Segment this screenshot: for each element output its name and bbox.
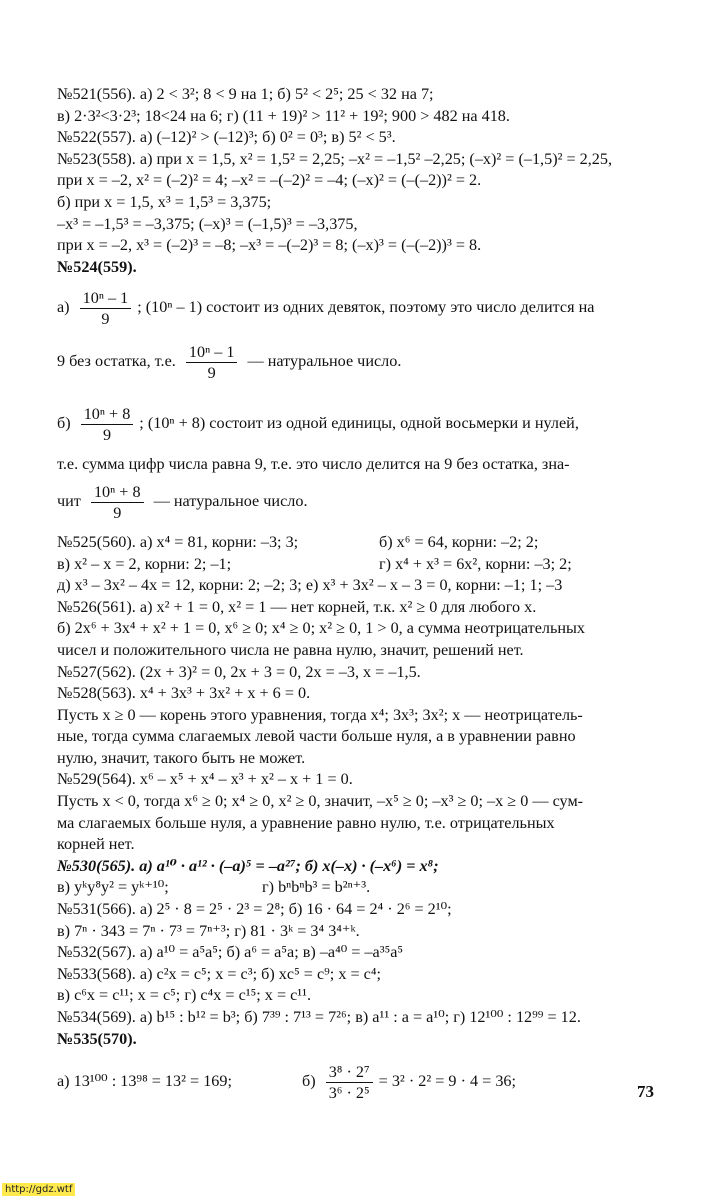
line-535-b-result: = 3² · 2² = 9 · 4 = 36; <box>378 1072 517 1091</box>
fraction-3-denominator: 9 <box>102 426 112 445</box>
line-531-cont: в) 7ⁿ · 343 = 7ⁿ · 7³ = 7ⁿ⁺³; г) 81 · 3ᵏ = 3⁴ 3⁴⁺ᵏ. <box>57 921 360 940</box>
line-525-g: г) x⁴ + x³ = 6x², корни: –3; 2; <box>379 554 572 573</box>
line-525 <box>57 532 662 554</box>
fraction-4 <box>91 482 144 523</box>
line-526: №526(561). а) x² + 1 = 0, x² = 1 — нет корней, т.к. x² ≥ 0 для любого x. <box>57 597 537 616</box>
line-530-cont <box>57 877 662 899</box>
line-526-b-cont: чисел и положительного числа не равна нулю, значит, решений нет. <box>57 640 524 659</box>
line-532: №532(567). а) a¹⁰ = a⁵a⁵; б) a⁶ = a⁵a; в) –a⁴⁰ = –a³⁵a⁵ <box>57 943 404 962</box>
fraction-5 <box>326 1062 373 1103</box>
fraction-5-denominator: 3⁶ · 2⁵ <box>328 1083 370 1102</box>
line-524b-end <box>57 478 662 524</box>
line-533: №533(568). а) c²x = c⁵; x = c³; б) xc⁵ = c⁹; x = c⁴; <box>57 964 381 983</box>
line-521-cont: в) 2·3²<3·2³; 18<24 на 6; г) (11 + 19)² > 11² + 19²; 900 > 482 на 418. <box>57 106 510 125</box>
line-535-a: а) 13¹⁰⁰ : 13⁹⁸ = 13² = 169; <box>57 1072 232 1091</box>
line-530-v: в) yᵏy⁸y² = yᵏ⁺¹⁰; <box>57 878 169 897</box>
line-525-b: б) x⁶ = 64, корни: –2; 2; <box>379 532 539 551</box>
fraction-1 <box>80 288 132 329</box>
solutions-text <box>57 84 662 1104</box>
fraction-4-numerator: 10ⁿ + 8 <box>91 482 144 503</box>
line-524b-end-tail: — натуральное число. <box>153 491 308 510</box>
label-a: а) <box>57 298 70 317</box>
line-524a-text: ; (10ⁿ – 1) состоит из одних девяток, поэтому это число делится на <box>137 298 595 317</box>
line-523: №523(558). а) при x = 1,5, x² = 1,5² = 2,25; –x² = –1,5² –2,25; (–x)² = (–1,5)² = 2,25, <box>57 149 613 168</box>
fraction-1-denominator: 9 <box>101 310 110 329</box>
line-528-cont1: Пусть x ≥ 0 — корень этого уравнения, тогда x⁴; 3x³; 3x²; x — неотрицатель- <box>57 705 583 724</box>
line-528-cont2: ные, тогда сумма слагаемых левой части больше нуля, а в уравнении равно <box>57 727 576 746</box>
line-529-cont3: корней нет. <box>57 835 135 854</box>
line-524a <box>57 284 662 330</box>
fraction-2-denominator: 9 <box>207 364 216 383</box>
line-527: №527(562). (2x + 3)² = 0, 2x + 3 = 0, 2x = –3, x = –1,5. <box>57 662 421 681</box>
line-533-cont: в) c⁶x = c¹¹; x = c⁵; г) c⁴x = c¹⁵; x = c¹¹. <box>57 986 312 1005</box>
line-528-cont3: нулю, значит, такого быть не может. <box>57 748 306 767</box>
line-529: №529(564). x⁶ – x⁵ + x⁴ – x³ + x² – x + 1 = 0. <box>57 770 353 789</box>
line-524b-end-text: чит <box>57 491 81 510</box>
line-529-cont2: ма слагаемых больше нуля, а уравнение равно нулю, т.е. отрицательных <box>57 813 555 832</box>
fraction-2 <box>186 342 238 383</box>
line-535 <box>57 1058 662 1104</box>
line-522: №522(557). а) (–12)² > (–12)³; б) 0² = 0³; в) 5² < 5³. <box>57 128 396 147</box>
fraction-3 <box>81 404 134 445</box>
line-535-heading: №535(570). <box>57 1029 137 1048</box>
fraction-5-numerator: 3⁸ · 2⁷ <box>326 1062 373 1083</box>
fraction-2-numerator: 10ⁿ – 1 <box>186 342 238 363</box>
line-525-a: №525(560). а) x⁴ = 81, корни: –3; 3; <box>57 532 299 551</box>
line-529-cont1: Пусть x < 0, тогда x⁶ ≥ 0; x⁴ ≥ 0, x² ≥ 0, значит, –x⁵ ≥ 0; –x³ ≥ 0; –x ≥ 0 — сум- <box>57 792 584 811</box>
line-530: №530(565). а) a¹⁰ · a¹² · (–a)⁵ = –a²⁷; б) x(–x) · (–x⁶) = x⁸; <box>57 856 439 875</box>
line-525-de: д) x³ – 3x² – 4x = 12, корни: 2; –2; 3; е) x³ + 3x² – x – 3 = 0, корни: –1; 1; –3 <box>57 576 563 595</box>
fraction-1-numerator: 10ⁿ – 1 <box>80 288 132 309</box>
line-534: №534(569). а) b¹⁵ : b¹² = b³; б) 7³⁹ : 7¹³ = 7²⁶; в) a¹¹ : a = a¹⁰; г) 12¹⁰⁰ : 12⁹⁹ = 12. <box>57 1008 581 1026</box>
line-525-cont <box>57 554 662 576</box>
line-523-cont4: при x = –2, x³ = (–2)³ = –8; –x³ = –(–2)³ = 8; (–x)³ = (–(–2))³ = 8. <box>57 236 482 255</box>
line-523-cont1: при x = –2, x² = (–2)² = 4; –x² = –(–2)² = –4; (–x)² = (–(–2))² = 2. <box>57 171 482 190</box>
line-524b-cont: т.е. сумма цифр числа равна 9, т.е. это число делится на 9 без остатка, зна- <box>57 455 570 474</box>
line-525-v: в) x² – x = 2, корни: 2; –1; <box>57 554 232 573</box>
line-523-cont3: –x³ = –1,5³ = –3,375; (–x)³ = (–1,5)³ = –3,375, <box>57 214 358 233</box>
label-b: б) <box>57 414 71 433</box>
line-521: №521(556). а) 2 < 3²; 8 < 9 на 1; б) 5² < 2⁵; 25 < 32 на 7; <box>57 85 434 103</box>
line-524-heading: №524(559). <box>57 257 137 276</box>
line-526-b: б) 2x⁶ + 3x⁴ + x² + 1 = 0, x⁶ ≥ 0; x⁴ ≥ 0; x² ≥ 0, 1 > 0, а сумма неотрицательных <box>57 619 586 638</box>
line-524b-text: ; (10ⁿ + 8) состоит из одной единицы, одной восьмерки и нулей, <box>139 414 579 433</box>
line-523-cont2: б) при x = 1,5, x³ = 1,5³ = 3,375; <box>57 192 272 211</box>
watermark-link[interactable]: http://gdz.wtf <box>2 1183 75 1196</box>
label-535-b: б) <box>302 1072 316 1091</box>
line-528: №528(563). x⁴ + 3x³ + 3x² + x + 6 = 0. <box>57 684 311 703</box>
line-524b <box>57 400 662 446</box>
line-530-g: г) bⁿbⁿb³ = b²ⁿ⁺³. <box>262 878 371 897</box>
line-535-b <box>302 1058 516 1104</box>
line-531: №531(566). а) 2⁵ · 8 = 2⁵ · 2³ = 2⁸; б) 16 · 64 = 2⁴ · 2⁶ = 2¹⁰; <box>57 900 452 919</box>
line-524a-cont-text: 9 без остатка, т.е. <box>57 352 176 371</box>
fraction-3-numerator: 10ⁿ + 8 <box>81 404 134 425</box>
page-number: 73 <box>637 1082 654 1101</box>
fraction-4-denominator: 9 <box>113 503 122 522</box>
line-524a-cont <box>57 338 662 384</box>
line-524a-cont-end: — натуральное число. <box>247 352 402 371</box>
